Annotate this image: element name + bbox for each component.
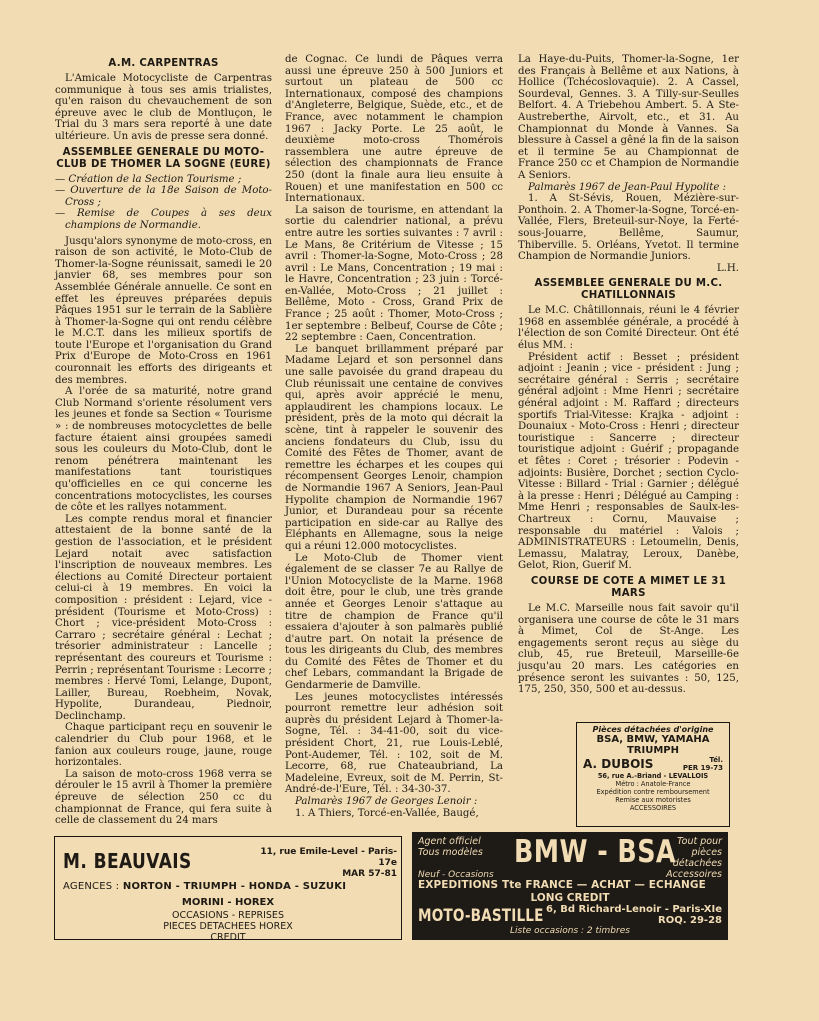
ad-bmw-phone: ROQ. 29-28 (658, 915, 722, 926)
carpentras-paragraph: L'Amicale Motocycliste de Carpentras communique à tous ses amis trialistes, qu'en raison du chevauchement de son épreuve avec le club de Montluçon, le Trial du 3 mars sera reporté à une date ultérieure. Un avis de presse sera donné. (55, 73, 272, 142)
ad-bmw-tout: Tout pour (677, 836, 722, 847)
ad-dubois-tel-number: PER 19-73 (682, 764, 723, 772)
ad-dubois-tel-label: Tél. (709, 756, 723, 764)
article-paragraph: Le M.C. Marseille nous fait savoir qu'il organisera une course de côte le 31 mars à Mimet, Col de St-Ange. Les engagements seront reçus au siège du club, 45, rue Breteuil, Marseille-6e jusqu'au 20 mars. Les catégories en présence seront les suivantes : 50, 125, 175, 250, 350, 500 et au-dessus. (518, 602, 739, 696)
ad-beauvais-morini: MORINI - HOREX (181, 897, 275, 908)
ad-beauvais-occasions: OCCASIONS - REPRISES (172, 910, 284, 921)
ad-dubois-accessoires: ACCESSOIRES (629, 804, 677, 812)
article-paragraph: Président actif : Besset ; président adjoint : Jeanin ; vice - président : Jung ; secrétaire général : Serris ; secrétaire général adjoint : Mme Henri ; secrétaire général adjoint : M. Raffard ; directeurs sportifs Trial-Vitesse: Krajka - adjoint : Dounaiux - Moto-Cross : Henri ; directeur touristique : Sancerre ; directeur touristique adjoint : Guérif ; propagande et fêtes : Coret ; trésorier : Podevin - adjoints: Busière, Dorchet ; section Cyclo-Vitesse : Billard - Trial : Garnier ; délégué à la presse : Henri ; Délégué au Camping : Mme Henri ; responsables de Saulx-les-Chartreux : Cornu, Mauvaise ; responsable du matériel : Valois ; ADMINISTRATEURS : Letoumelin, Denis, Lemassu, Malatray, Leroux, Danèbe, Gelot, Rion, Guerif M. (518, 351, 739, 572)
ad-bmw-agent: Agent officiel (418, 836, 481, 847)
ad-bmw-neuf: Neuf - Occasions (418, 870, 494, 880)
ad-beauvais-agences-label: AGENCES : (63, 881, 120, 892)
ad-bmw-liste: Liste occasions : 2 timbres (510, 926, 630, 936)
agenda-item: — Création de la Section Tourisme ; (55, 173, 242, 185)
agenda-item: — Remise de Coupes à ses deux champions de Normandie. (55, 208, 272, 231)
ad-dubois-address: 56, rue A.-Briand - LEVALLOIS (597, 772, 709, 780)
article-paragraph: 1. A St-Sévis, Rouen, Mézière-sur-Ponthoin. 2. A Thomer-la-Sogne, Torcé-en-Vallée, Flers, Breteuil-sur-Noye, la Ferté-sous-Jouarre, Bellême, Saumur, Thiberville. 5. Orléans, Yvetot. Il termine Champion de Normandie Juniors. (518, 193, 739, 263)
ad-dubois-name-row (577, 756, 729, 772)
ad-beauvais-agences-brands: NORTON - TRIUMPH - HONDA - SUZUKI (122, 881, 347, 892)
ad-beauvais-services (55, 910, 401, 943)
article-paragraph: Les compte rendus moral et financier attestaient de la bonne santé de la gestion de l'association, et le président Lejard notait avec satisfaction l'inscription de nouveaux membres. Les élections au Comité Directeur portaient celui-ci à 19 membres. En voici la composition : président : Lejard, vice - président (Tourisme et Moto-Cross) : Chort ; vice-président Moto-Cross : Carraro ; secrétaire général : Lechat ; trésorier administrateur : Lancelle ; représentant des coureurs et Tourisme : Perrin ; représentant Tourisme : Lecorre ; membres : Hervé Tomi, Lelange, Dupont, Lailler, Bureau, Roebheim, Novak, Hypolite, Durandeau, Piednoir, Declinchamp. (55, 513, 272, 722)
ad-moto-bastille (412, 832, 728, 940)
agenda-item: — Ouverture de la 18e Saison de Moto-Cross ; (55, 185, 272, 208)
ad-bmw-address: 6, Bd Richard-Lenoir - Paris-XIe (546, 904, 722, 915)
ad-beauvais-pieces: PIECES DETACHEES HOREX (163, 921, 293, 932)
article-paragraph: A l'orée de sa maturité, notre grand Club Normand s'oriente résolument vers les jeunes et fonde sa Section « Tourisme » : de nombreuses motocyclettes de belle facture étaient ainsi groupées samedi sous les couleurs du Moto-Club, dont le renom pénétrera maintenant les manifestations tant touristiques qu'officielles en ce qui concerne les concentrations motocyclistes, les courses de côte et les rallyes notamment. (55, 386, 272, 514)
ad-dubois-name: A. DUBOIS (583, 757, 654, 771)
ad-beauvais (54, 836, 402, 943)
article-paragraph: La Haye-du-Puits, Thomer-la-Sogne, 1er des Français à Bellême et aux Nations, à Hollice (Tchécoslovaquie). 2. A Cassel, Sourdeval, Gennes. 3. A Tilly-sur-Seulles Belfort. 4. A Triebehou Ambert. 5. A Ste-Austreberthe, Airvolt, etc., et 31. Au Championnat du Monde à Vannes. Sa blessure à Cassel a gêné la fin de la saison et il termine 5e au Championnat de France 250 cc et Champion de Normandie A Seniors. (518, 54, 739, 181)
column-middle (285, 54, 503, 819)
ad-bmw-brand-title: BMW - BSA (514, 834, 677, 870)
ad-bmw-pieces: pièces (691, 847, 722, 858)
article-paragraph: La saison de tourisme, en attendant la sortie du calendrier national, a prévu entre autre les sorties suivantes : 7 avril : Le Mans, 8e Critérium de Vitesse ; 15 avril : Thomer-la-Sogne, Moto-Cross ; 28 avril : Le Mans, Concentration ; 19 mai : le Havre, Concentration ; 23 juin : Torcé-en-Vallée, Moto-Cross ; 21 juillet : Bellême, Moto - Cross, Grand Prix de France ; 25 août : Thomer, Moto-Cross ; 1er septembre : Belbeuf, Course de Côte ; 22 septembre : Caen, Concentration. (285, 204, 503, 344)
palmares-heading: Palmarès 1967 de Jean-Paul Hypolite : (528, 181, 727, 193)
heading-chatillonnais: ASSEMBLEE GENERALE DU M.C. CHATILLONNAIS (534, 278, 723, 302)
article-paragraph: Chaque participant reçu en souvenir le calendrier du Club pour 1968, et le fanion aux couleurs rouge, jaune, rouge horizontales. (55, 722, 272, 769)
ad-dubois-remise: Remise aux motoristes (615, 796, 691, 804)
ad-dubois-brand2: TRIUMPH (626, 745, 679, 756)
ad-bmw-address-block (546, 904, 722, 926)
heading-assemblee-thomer: ASSEMBLEE GENERALE DU MOTO-CLUB DE THOMER LA SOGNE (EURE) (56, 146, 271, 170)
ad-bmw-bastille: MOTO-BASTILLE (418, 906, 544, 926)
ad-bmw-long-credit: LONG CREDIT (530, 892, 610, 904)
article-paragraph: Les jeunes motocyclistes intéressés pourront remettre leur adhésion soit auprès du président Lejard à Thomer-la-Sogne, Tél. : 34-41-00, soit du vice-président Chort, 21, rue Louis-Leblé, Pont-Audemer, Tél. : 102, soit de M. Lecorre, 68, rue Chateaubriand, La Madeleine, Evreux, soit de M. Perrin, St-André-de-l'Eure, Tél. : 34-30-37. (285, 691, 503, 796)
ad-beauvais-address: 11, rue Emile-Level - Paris-17e (260, 847, 397, 868)
ad-dubois-pieces: Pièces détachées d'origine (592, 725, 714, 734)
column-left (55, 54, 272, 827)
article-paragraph: Jusqu'alors synonyme de moto-cross, en raison de son activité, le Moto-Club de Thomer-la-Sogne réunissait, samedi le 20 janvier 68, ses membres pour son Assemblée Générale annuelle. Ce sont en effet les épreuves préparées depuis Pâques 1951 sur le terrain de la Sablière à Thomer-la-Sogne qui ont rendu célèbre le M.C.T. dans les milieux sportifs de toute l'Europe et l'organisation du Grand Prix d'Europe de Moto-Cross en 1961 couronnait les efforts des dirigeants et des membres. (55, 235, 272, 386)
palmares-heading: Palmarès 1967 de Georges Lenoir : (295, 796, 478, 807)
article-paragraph: Le banquet brillamment préparé par Madame Lejard et son personnel dans une salle pavoisée du grand drapeau du Club réunissait une centaine de convives qui, après avoir apprécié le menu, applaudirent les champions locaux. Le président, près de la moto qui décrait la scène, tint à rappeler le souvenir des anciens fondateurs du Club, issu du Comité des Fêtes de Thomer, avant de remettre les écharpes et les coupes qui récompensent Georges Lenoir, champion de Normandie 1967 A Seniors, Jean-Paul Hypolite champion de Normandie 1967 Junior, et Durandeau pour sa récente participation en side-car au Rallye des Eléphants en Allemagne, sous la neige qui a réuni 12.000 motocyclistes. (285, 343, 503, 552)
heading-carpentras: A.M. CARPENTRAS (108, 58, 219, 69)
article-paragraph: Le M.C. Châtillonnais, réuni le 4 février 1968 en assemblée générale, a procédé à l'élection de son Comité Directeur. Ont été élus MM. : (518, 305, 739, 352)
ad-dubois-brands: BSA, BMW, YAMAHA (596, 734, 710, 745)
ad-dubois-expedition: Expédition contre remboursement (596, 788, 710, 796)
heading-mimet: COURSE DE COTE A MIMET LE 31 MARS (530, 575, 727, 599)
ad-dubois-tel (683, 756, 723, 772)
ad-beauvais-title: M. BEAUVAIS (63, 849, 192, 873)
article-paragraph: Le Moto-Club de Thomer vient également de se classer 7e au Rallye de l'Union Motocycliste de la Marne. 1968 doit être, pour le club, une très grande année et Georges Lenoir s'attaque au titre de champion de France qu'il essaiera d'ajouter à son palmarès publié d'autre part. On notait la présence de tous les dirigeants du Club, des membres du Comité des Fêtes de Thomer et du chef Lebars, commandant la Brigade de Gendarmerie de Damville. (285, 552, 503, 692)
ad-bmw-accessoires: Accessoires (666, 869, 722, 880)
ad-bmw-expeditions: EXPEDITIONS Tte FRANCE — ACHAT — ECHANGE (418, 879, 706, 891)
ad-bmw-agent-block (418, 836, 483, 858)
ad-beauvais-address-block (251, 847, 397, 880)
agenda-list (55, 174, 272, 232)
ad-beauvais-phone: MAR 57-81 (342, 869, 397, 879)
article-paragraph: de Cognac. Ce lundi de Pâques verra aussi une épreuve 250 à 500 Juniors et surtout un plateau de 500 cc Internationaux, composé des champions d'Angleterre, Belgique, Suède, etc., et de France, avec notamment le champion 1967 : Jacky Porte. Le 25 août, le deuxième moto-cross Thomérois rassemblera une autre épreuve de sélection des championnats de France 250 (dont la finale aura lieu ensuite à Rouen) et une manifestation en 500 cc Internationaux. (285, 54, 503, 205)
article-paragraph: 1. A Thiers, Torcé-en-Vallée, Baugé, (295, 807, 479, 819)
ad-bmw-tout-block (666, 836, 722, 880)
ad-dubois-metro: Métro : Anatole-France (615, 780, 691, 788)
ad-beauvais-credit: CREDIT (210, 932, 246, 943)
ad-beauvais-agences (63, 881, 395, 892)
article-paragraph: La saison de moto-cross 1968 verra se dérouler le 15 avril à Thomer la première épreuve de sélection 250 cc du championnat de France, qui fera suite à celle de classement du 24 mars (55, 768, 272, 827)
ad-bmw-detachees: détachées (672, 858, 722, 869)
ad-bmw-modeles: Tous modèles (418, 847, 483, 858)
ad-dubois (576, 722, 730, 827)
author-signature: L.H. (716, 262, 739, 274)
column-right (518, 54, 739, 696)
